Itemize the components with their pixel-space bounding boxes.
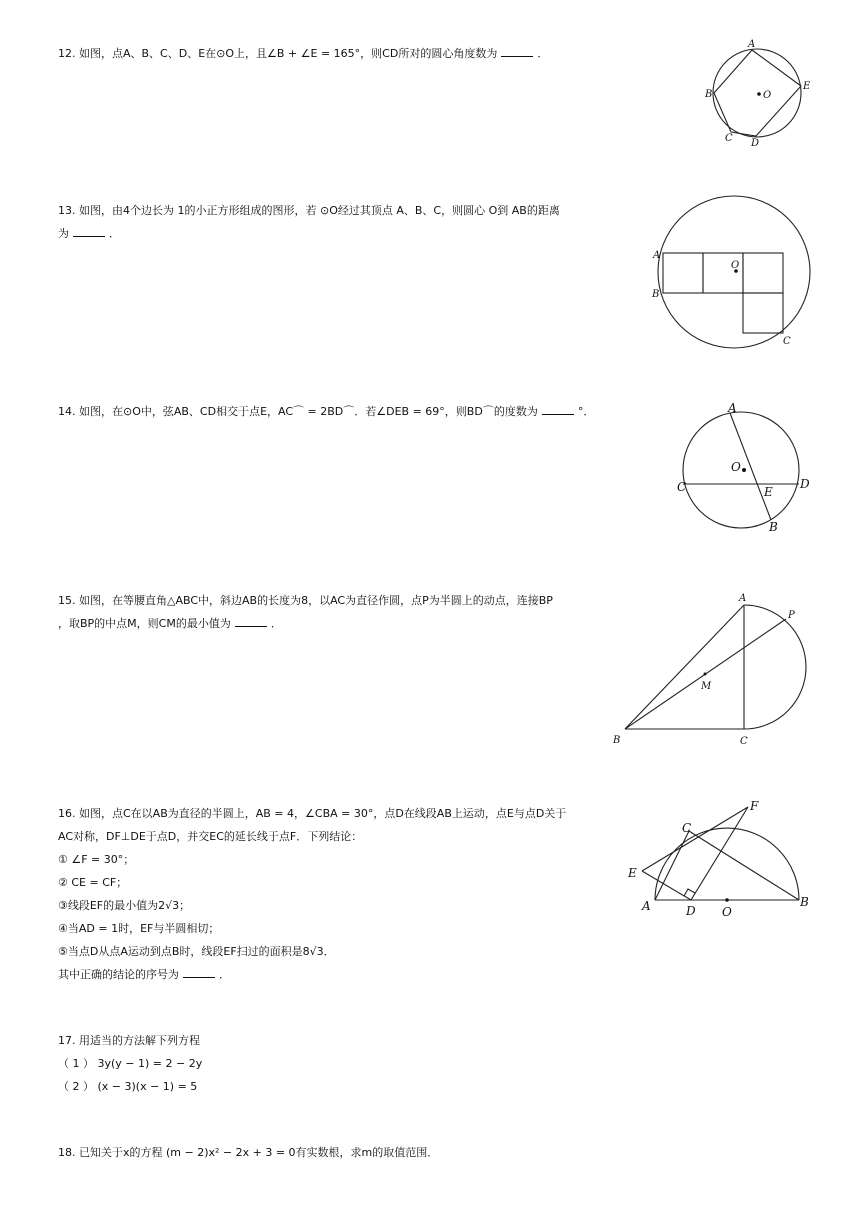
label-O: O	[731, 460, 741, 474]
label-O: O	[722, 905, 732, 919]
question-17-item-2: （ 2 ） (x − 3)(x − 1) = 5	[58, 1080, 198, 1093]
label-A: A	[748, 39, 756, 50]
label-B: B	[652, 289, 660, 300]
figure-16	[622, 795, 822, 925]
figure-13	[650, 196, 815, 351]
question-16-item-5: ⑤当点D从点A运动到点B时，线段EF扫过的面积是8√3．	[58, 945, 335, 958]
label-A: A	[739, 593, 747, 604]
answer-blank-12[interactable]	[501, 46, 533, 57]
label-E: E	[764, 485, 773, 499]
question-12-tail: ．	[537, 47, 549, 60]
answer-blank-13[interactable]	[73, 226, 105, 237]
label-M: M	[701, 681, 712, 692]
label-B: B	[613, 735, 621, 746]
question-16-tail: ．	[219, 968, 230, 981]
question-16	[58, 802, 566, 986]
label-C: C	[682, 821, 692, 835]
question-13-tail: ．	[109, 227, 120, 240]
label-C: C	[725, 133, 733, 144]
question-16-item-1: ① ∠F = 30°；	[58, 853, 135, 866]
label-C: C	[783, 336, 791, 347]
label-D: D	[800, 477, 810, 491]
question-12	[58, 42, 548, 65]
figure-14	[676, 400, 816, 535]
question-13	[58, 199, 560, 245]
question-18	[58, 1141, 438, 1164]
question-18-text: 18. 已知关于x的方程 (m − 2)x² − 2x + 3 = 0有实数根，求m的取值范围．	[58, 1146, 439, 1159]
question-15-tail: ．	[270, 617, 282, 630]
question-16-conclusion: 其中正确的结论的序号为	[58, 968, 179, 981]
label-O: O	[731, 260, 740, 271]
question-14-text: 14. 如图，在⊙O中，弦AB、CD相交于点E，AC⌒ = 2BD⌒．若∠DEB = 69°，则BD⌒的度数为	[58, 405, 538, 418]
question-13-line2: 为	[58, 227, 69, 240]
label-E: E	[803, 81, 811, 92]
question-16-line2: AC对称，DF⊥DE于点D，并交EC的延长线于点F．下列结论：	[58, 830, 363, 843]
question-14-tail: °．	[577, 405, 595, 418]
figure-15	[610, 586, 810, 751]
label-B: B	[705, 89, 713, 100]
label-C: C	[677, 480, 687, 494]
question-16-item-4: ④当AD = 1时，EF与半圆相切；	[58, 922, 220, 935]
question-15-line1: 15. 如图，在等腰直角△ABC中，斜边AB的长度为8，以AC为直径作圆，点P为半圆上的动点，连接BP	[58, 594, 553, 607]
question-15-line2: ，取BP的中点M，则CM的最小值为	[58, 617, 231, 630]
label-B: B	[769, 520, 778, 534]
label-A: A	[653, 250, 661, 261]
question-17-item-1: （ 1 ） 3y(y − 1) = 2 − 2y	[58, 1057, 203, 1070]
question-15	[58, 589, 553, 635]
label-O: O	[763, 90, 772, 101]
question-17	[58, 1029, 202, 1098]
label-D: D	[686, 904, 696, 918]
answer-blank-14[interactable]	[542, 404, 574, 415]
label-C: C	[740, 736, 748, 747]
label-F: F	[750, 799, 759, 813]
answer-blank-16[interactable]	[183, 967, 215, 978]
label-P: P	[788, 610, 795, 621]
answer-blank-15[interactable]	[235, 616, 267, 627]
label-A: A	[728, 401, 737, 415]
question-17-title: 17. 用适当的方法解下列方程	[58, 1034, 200, 1047]
question-16-line1: 16. 如图，点C在以AB为直径的半圆上，AB = 4，∠CBA = 30°，点D在线段AB上运动，点E与点D关于	[58, 807, 567, 820]
label-E: E	[628, 866, 637, 880]
question-14	[58, 400, 594, 423]
question-12-text: 12. 如图，点A、B、C、D、E在⊙O上，且∠B + ∠E = 165°，则CD所对的圆心角度数为	[58, 47, 498, 60]
label-D: D	[751, 138, 760, 149]
question-13-line1: 13. 如图，由4个边长为 1的小正方形组成的图形，若 ⊙O经过其顶点 A、B、C，则圆心 O到 AB的距离	[58, 204, 560, 217]
question-16-item-3: ③线段EF的最小值为2√3；	[58, 899, 191, 912]
label-B: B	[800, 895, 809, 909]
figure-12	[700, 36, 820, 151]
question-16-item-2: ② CE = CF；	[58, 876, 128, 889]
label-A: A	[642, 899, 651, 913]
